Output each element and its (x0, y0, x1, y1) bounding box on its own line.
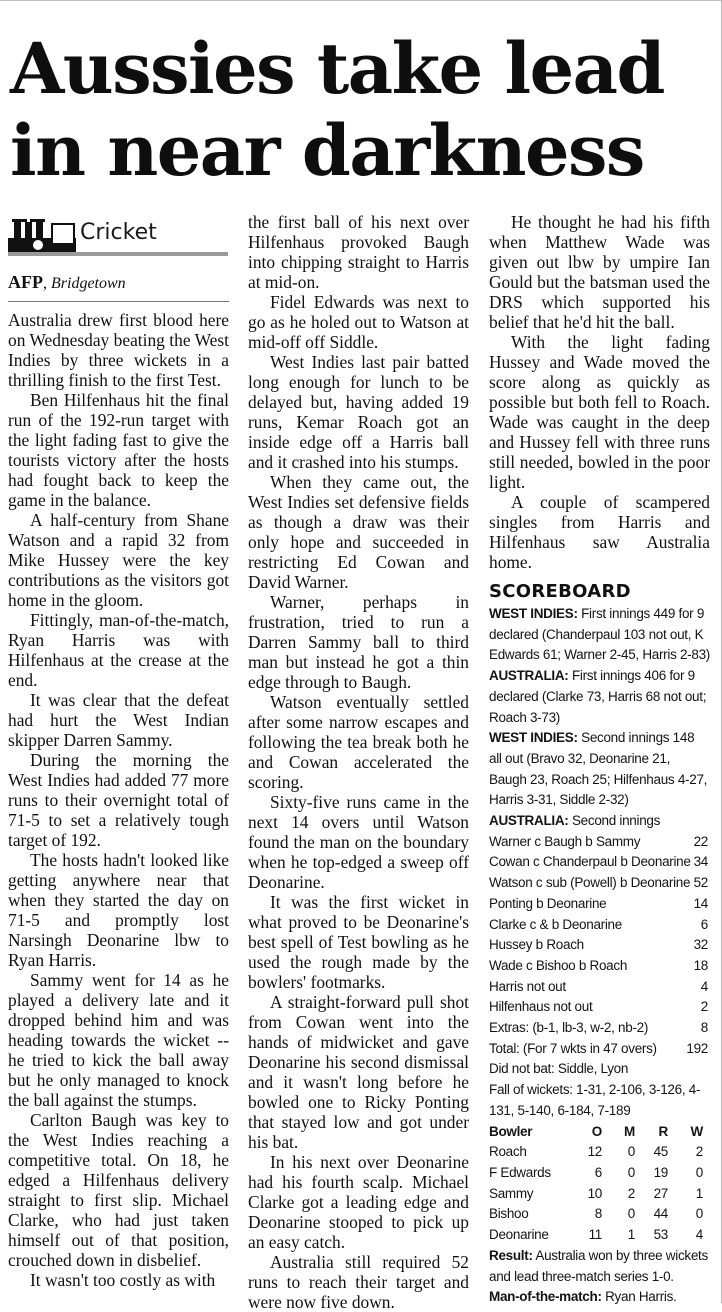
scoreboard-title: SCOREBOARD (489, 581, 631, 602)
byline-agency: AFP (8, 272, 43, 292)
byline-location: Bridgetown (51, 275, 126, 292)
batsman: Warner c Baugh b Sammy (489, 833, 641, 849)
paragraph: A straight-forward pull shot from Cowan went into the hands of midwicket and gave Deonarine his second dismissal and it wasn't long before he bowled one to Ricky Ponting that stayed low and got under his bat. (248, 992, 469, 1152)
section-label: Cricket (80, 220, 157, 245)
batting-row (489, 915, 710, 936)
paragraph: Watson eventually settled after some narrow escapes and following the tea break both he and Cowan accelerated the scoring. (248, 692, 469, 792)
wi-second-innings (489, 728, 710, 811)
batsman: Ponting b Deonarine (489, 895, 607, 911)
batting-row (489, 852, 710, 873)
batsman: Hilfenhaus not out (489, 999, 593, 1015)
col-runs: R (658, 1123, 668, 1139)
runs: 4 (700, 978, 708, 994)
column-2 (248, 212, 469, 1312)
runs: 19 (653, 1164, 668, 1180)
paragraph: During the morning the West Indies had added 77 more runs to their overnight total of 71-5 to set a relatively tough target of 192. (8, 750, 229, 850)
bowling-card (489, 1122, 710, 1246)
wickets: 2 (695, 1144, 703, 1160)
paragraph: It was clear that the defeat had hurt the West Indian skipper Darren Sammy. (8, 690, 229, 750)
overs: 12 (587, 1144, 602, 1160)
batsman: Watson c sub (Powell) b Deonarine (489, 875, 691, 891)
bowler: F Edwards (489, 1164, 551, 1180)
batsman: Wade c Bishoo b Roach (489, 957, 628, 973)
wickets: 4 (695, 1227, 703, 1243)
bowler: Bishoo (489, 1206, 529, 1222)
batting-row (489, 894, 710, 915)
paragraph: Australia drew first blood here on Wednesday beating the West Indies by three wickets in a thrilling finish to the first Test. (8, 310, 229, 390)
bowler: Roach (489, 1144, 527, 1160)
headline-line-2: in near darkness (10, 109, 644, 192)
col-overs: O (591, 1123, 602, 1139)
batting-card (489, 832, 710, 1060)
paragraph: It was the first wicket in what proved to be Deonarine's best spell of Test bowling as he used the rough made by the bowlers' footmarks. (248, 892, 469, 992)
aus-first-innings (489, 666, 710, 728)
bowling-row (489, 1163, 710, 1184)
wi-first-innings (489, 604, 710, 666)
did-not-bat: Did not bat: Siddle, Lyon (489, 1061, 629, 1077)
batting-row (489, 873, 710, 894)
runs: 2 (700, 999, 708, 1015)
article-body-col1 (8, 310, 229, 1290)
bowler: Sammy (489, 1185, 534, 1201)
cricket-stumps-icon (8, 214, 76, 252)
batting-row (489, 935, 710, 956)
innings-summary: Second innings (571, 813, 661, 829)
runs: 34 (693, 854, 708, 870)
innings-summary: First innings 449 for 9 declared (Chanderpaul 103 not out, K Edwards 61; Warner 2-45, Harris 2-83) (489, 606, 710, 663)
paragraph: the first ball of his next over Hilfenhaus provoked Baugh into chipping straight to Harris at mid-on. (248, 212, 469, 292)
bowling-row (489, 1142, 710, 1163)
headline (10, 28, 710, 192)
paragraph: Carlton Baugh was key to the West Indies reaching a competitive total. On 18, he edged a Hilfenhaus delivery straight to first slip. Michael Clarke, who had just taken himself out of that position, crouched down in disbelief. (8, 1110, 229, 1270)
batsman: Hussey b Roach (489, 937, 584, 953)
runs: 22 (693, 833, 708, 849)
runs: 27 (653, 1185, 668, 1201)
runs: 53 (653, 1227, 668, 1243)
bowling-header (489, 1122, 710, 1143)
col-wickets: W (690, 1123, 703, 1139)
bowling-row (489, 1184, 710, 1205)
paragraph: Sammy went for 14 as he played a delivery late and it dropped behind him and was heading towards the wicket -- he tried to kick the ball away but he only managed to knock the ball against the stumps. (8, 970, 229, 1110)
runs: 18 (693, 957, 708, 973)
overs: 10 (587, 1185, 602, 1201)
wickets: 1 (695, 1185, 703, 1201)
batting-row (489, 997, 710, 1018)
overs: 8 (594, 1206, 602, 1222)
bowler: Deonarine (489, 1227, 549, 1243)
byline: AFP, Bridgetown (8, 272, 229, 302)
maidens: 0 (627, 1164, 635, 1180)
motm-label: Man-of-the-match: (489, 1289, 602, 1305)
result-label: Result: (489, 1247, 533, 1263)
innings-summary: First innings 406 for 9 declared (Clarke 73, Harris 68 not out; Roach 3-73) (489, 668, 707, 725)
col-maidens: M (624, 1123, 635, 1139)
column-3 (489, 212, 710, 1308)
paragraph: A half-century from Shane Watson and a rapid 32 from Mike Hussey were the key contributions as the visitors got home in the gloom. (8, 510, 229, 610)
motm-text: Ryan Harris. (605, 1289, 677, 1305)
result-text: Australia won by three wickets and lead three-match series 1-0. (489, 1247, 708, 1284)
runs: 44 (653, 1206, 668, 1222)
team-label: WEST INDIES: (489, 730, 578, 746)
paragraph: Fittingly, man-of-the-match, Ryan Harris was with Hilfenhaus at the crease at the end. (8, 610, 229, 690)
batsman: Cowan c Chanderpaul b Deonarine (489, 854, 691, 870)
paragraph: With the light fading Hussey and Wade moved the score along as quickly as possible but both fell to Roach. Wade was caught in the deep and Hussey fell with three runs still needed, bowled in the poor light. (489, 332, 710, 492)
runs: 192 (686, 1040, 708, 1056)
paragraph: Sixty-five runs came in the next 14 overs until Watson found the man on the boundary when he top-edged a sweep off Deonarine. (248, 792, 469, 892)
team-label: AUSTRALIA: (489, 813, 569, 829)
runs: 14 (693, 895, 708, 911)
maidens: 0 (627, 1206, 635, 1222)
aus-second-innings (489, 811, 710, 832)
scoreboard (489, 604, 710, 1308)
batting-row (489, 956, 710, 977)
runs: 6 (700, 916, 708, 932)
maidens: 1 (627, 1227, 635, 1243)
runs: 8 (700, 1020, 708, 1036)
extras-row (489, 1018, 710, 1039)
runs: 32 (693, 937, 708, 953)
batting-row (489, 977, 710, 998)
batting-row (489, 832, 710, 853)
paragraph: He thought he had his fifth when Matthew Wade was given out lbw by umpire Ian Gould but the batsman used the DRS which supported his belief that he'd hit the ball. (489, 212, 710, 332)
batsman: Harris not out (489, 978, 566, 994)
headline-line-1: Aussies take lead (10, 27, 664, 110)
paragraph: The hosts hadn't looked like getting anywhere near that when they started the day on 71-5 and promptly lost Narsingh Deonarine lbw to Ryan Harris. (8, 850, 229, 970)
total: Total: (For 7 wkts in 47 overs) (489, 1040, 657, 1056)
man-of-the-match (489, 1287, 710, 1308)
team-label: AUSTRALIA: (489, 668, 569, 684)
wickets: 0 (695, 1164, 703, 1180)
bowling-row (489, 1204, 710, 1225)
innings-summary: Second innings 148 all out (Bravo 32, Deonarine 21, Baugh 23, Roach 25; Hilfenhaus 4-27, Harris 3-31, Siddle 2-32) (489, 730, 708, 808)
section-kicker (8, 212, 228, 256)
paragraph: A couple of scampered singles from Harris and Hilfenhaus saw Australia home. (489, 492, 710, 572)
paragraph: Fidel Edwards was next to go as he holed out to Watson at mid-off off Siddle. (248, 292, 469, 352)
paragraph: In his next over Deonarine had his fourth scalp. Michael Clarke got a leading edge and Deonarine stooped to pick up an easy catch. (248, 1152, 469, 1252)
overs: 11 (588, 1227, 602, 1243)
paragraph: It wasn't too costly as with (30, 1270, 216, 1290)
column-1 (8, 212, 229, 1290)
paragraph: Warner, perhaps in frustration, tried to run a Darren Sammy ball to third man but instead he got a thin edge through to Baugh. (248, 592, 469, 692)
paragraph: West Indies last pair batted long enough for lunch to be delayed but, having added 19 runs, Kemar Roach got an inside edge off a Harris ball and it crashed into his stumps. (248, 352, 469, 472)
wickets: 0 (695, 1206, 703, 1222)
fall-of-wickets: Fall of wickets: 1-31, 2-106, 3-126, 4-131, 5-140, 6-184, 7-189 (489, 1082, 701, 1118)
runs: 52 (693, 875, 708, 891)
extras: Extras: (b-1, lb-3, w-2, nb-2) (489, 1020, 649, 1036)
batsman: Clarke c & b Deonarine (489, 916, 622, 932)
top-rule (0, 0, 722, 1)
paragraph: Ben Hilfenhaus hit the final run of the 192-run target with the light fading fast to give the tourists victory after the hosts had fought back to keep the game in the balance. (8, 390, 229, 510)
maidens: 2 (627, 1185, 635, 1201)
paragraph: Australia still required 52 runs to reach their target and were now five down. (248, 1252, 469, 1312)
col-bowler: Bowler (489, 1123, 533, 1139)
bowling-row (489, 1225, 710, 1246)
total-row (489, 1039, 710, 1060)
team-label: WEST INDIES: (489, 606, 578, 621)
runs: 45 (653, 1144, 668, 1160)
overs: 6 (594, 1164, 602, 1180)
result (489, 1246, 710, 1287)
paragraph: When they came out, the West Indies set defensive fields as though a draw was their only hope and succeeded in restricting Ed Cowan and David Warner. (248, 472, 469, 592)
maidens: 0 (627, 1144, 635, 1160)
